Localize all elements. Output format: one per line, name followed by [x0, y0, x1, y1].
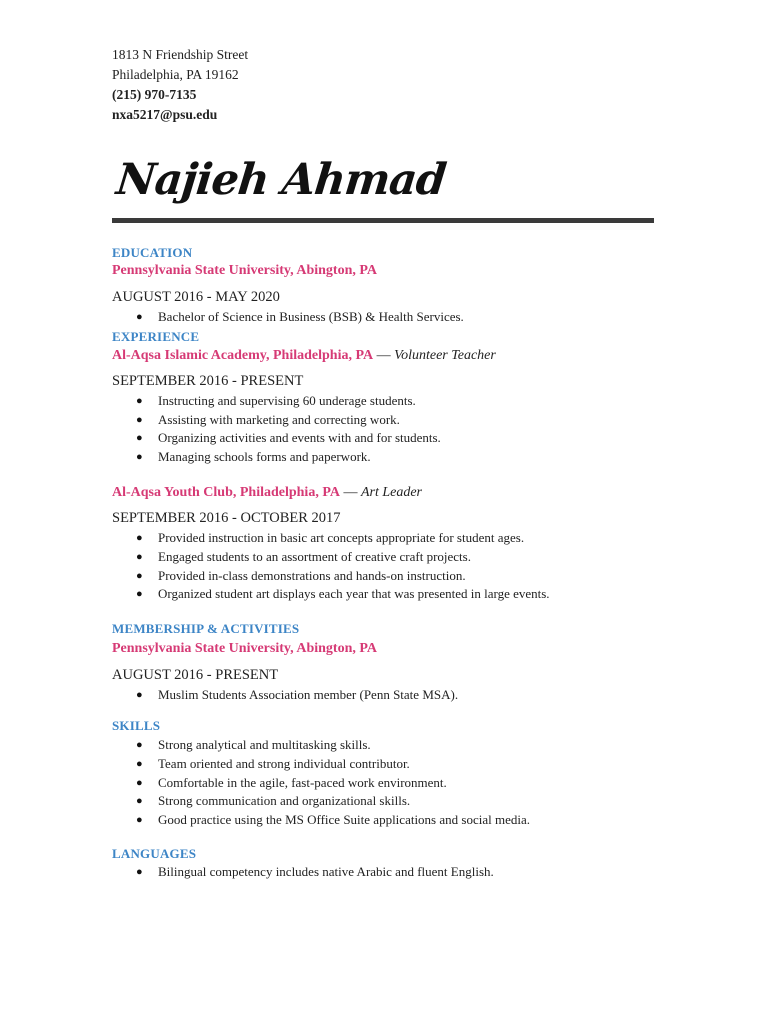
list-item: ● Comfortable in the agile, fast-paced work environment. [112, 774, 657, 793]
list-item: ● Instructing and supervising 60 underage students. [112, 392, 657, 411]
languages-bullets [112, 863, 657, 882]
bullet-icon: ● [136, 757, 143, 770]
section-heading-education: EDUCATION [112, 245, 193, 260]
applicant-name: Najieh Ahmad [114, 155, 448, 205]
skills-section [112, 717, 657, 830]
header-divider [112, 218, 654, 223]
job-role: Art Leader [360, 484, 423, 500]
list-item: ● Team oriented and strong individual contributor. [112, 755, 657, 774]
resume-page [112, 45, 657, 882]
bullet-icon: ● [136, 432, 143, 445]
bullet-icon: ● [136, 311, 143, 323]
membership-org: Pennsylvania State University, Abington, PA [112, 641, 377, 657]
job-bullets [112, 529, 657, 604]
list-item: ● Strong communication and organizational skills. [112, 792, 657, 811]
experience-section [112, 328, 657, 604]
list-item: ● Muslim Students Association member (Penn State MSA). [112, 686, 657, 705]
bullet-icon: ● [136, 413, 143, 426]
job-org-line [112, 346, 657, 366]
job-org-line [112, 483, 657, 503]
job-dates: SEPTEMBER 2016 - PRESENT [112, 372, 304, 389]
bullet-icon: ● [136, 451, 143, 464]
list-item: ● Organizing activities and events with and for students. [112, 429, 657, 448]
contact-city: Philadelphia, PA 19162 [112, 67, 239, 82]
membership-section [112, 620, 657, 705]
list-item: ● Engaged students to an assortment of creative craft projects. [112, 548, 657, 567]
section-heading-experience: EXPERIENCE [112, 328, 200, 344]
list-item: ● Strong analytical and multitasking skills. [112, 736, 657, 755]
contact-block [112, 45, 657, 125]
list-item: ● Assisting with marketing and correcting work. [112, 411, 657, 430]
bullet-icon: ● [136, 814, 143, 827]
list-item: ● Organized student art displays each year that was presented in large events. [112, 585, 657, 604]
job-separator: — [339, 484, 361, 500]
skills-bullets [112, 736, 657, 830]
bullet-icon: ● [136, 738, 143, 751]
bullet-icon: ● [136, 531, 143, 544]
job-separator: — [373, 347, 395, 363]
list-item: ● Provided instruction in basic art concepts appropriate for student ages. [112, 529, 657, 548]
job-bullets [112, 392, 657, 467]
list-item: ● Managing schools forms and paperwork. [112, 448, 657, 467]
contact-phone: (215) 970-7135 [112, 87, 197, 102]
bullet-icon: ● [136, 550, 143, 563]
section-heading-skills: SKILLS [112, 717, 161, 733]
section-heading-languages: LANGUAGES [112, 845, 197, 861]
education-dates: AUGUST 2016 - MAY 2020 [112, 289, 280, 305]
membership-dates: AUGUST 2016 - PRESENT [112, 667, 279, 684]
education-bullets [112, 308, 657, 327]
membership-bullets [112, 686, 657, 705]
job-role: Volunteer Teacher [394, 347, 496, 363]
bullet-icon: ● [136, 569, 143, 582]
education-section [112, 244, 657, 327]
contact-email: nxa5217@psu.edu [112, 107, 218, 122]
job-org: Al-Aqsa Islamic Academy, Philadelphia, PA [112, 347, 374, 363]
bullet-icon: ● [136, 865, 143, 878]
list-item: ● Good practice using the MS Office Suite applications and social media. [112, 811, 657, 830]
bullet-icon: ● [136, 689, 143, 702]
section-heading-membership: MEMBERSHIP & ACTIVITIES [112, 621, 300, 637]
job-dates: SEPTEMBER 2016 - OCTOBER 2017 [112, 509, 341, 526]
bullet-icon: ● [136, 795, 143, 808]
education-org: Pennsylvania State University, Abington, PA [112, 263, 377, 278]
contact-street: 1813 N Friendship Street [112, 47, 249, 62]
list-item: ● Provided in-class demonstrations and hands-on instruction. [112, 567, 657, 586]
list-item: ● Bilingual competency includes native Arabic and fluent English. [112, 863, 657, 882]
bullet-icon: ● [136, 588, 143, 601]
job-entry [112, 483, 657, 604]
job-entry [112, 346, 657, 467]
bullet-icon: ● [136, 776, 143, 789]
languages-section [112, 845, 657, 882]
job-org: Al-Aqsa Youth Club, Philadelphia, PA [112, 484, 340, 500]
list-item: ● Bachelor of Science in Business (BSB) & Health Services. [112, 308, 657, 327]
bullet-icon: ● [136, 394, 143, 407]
